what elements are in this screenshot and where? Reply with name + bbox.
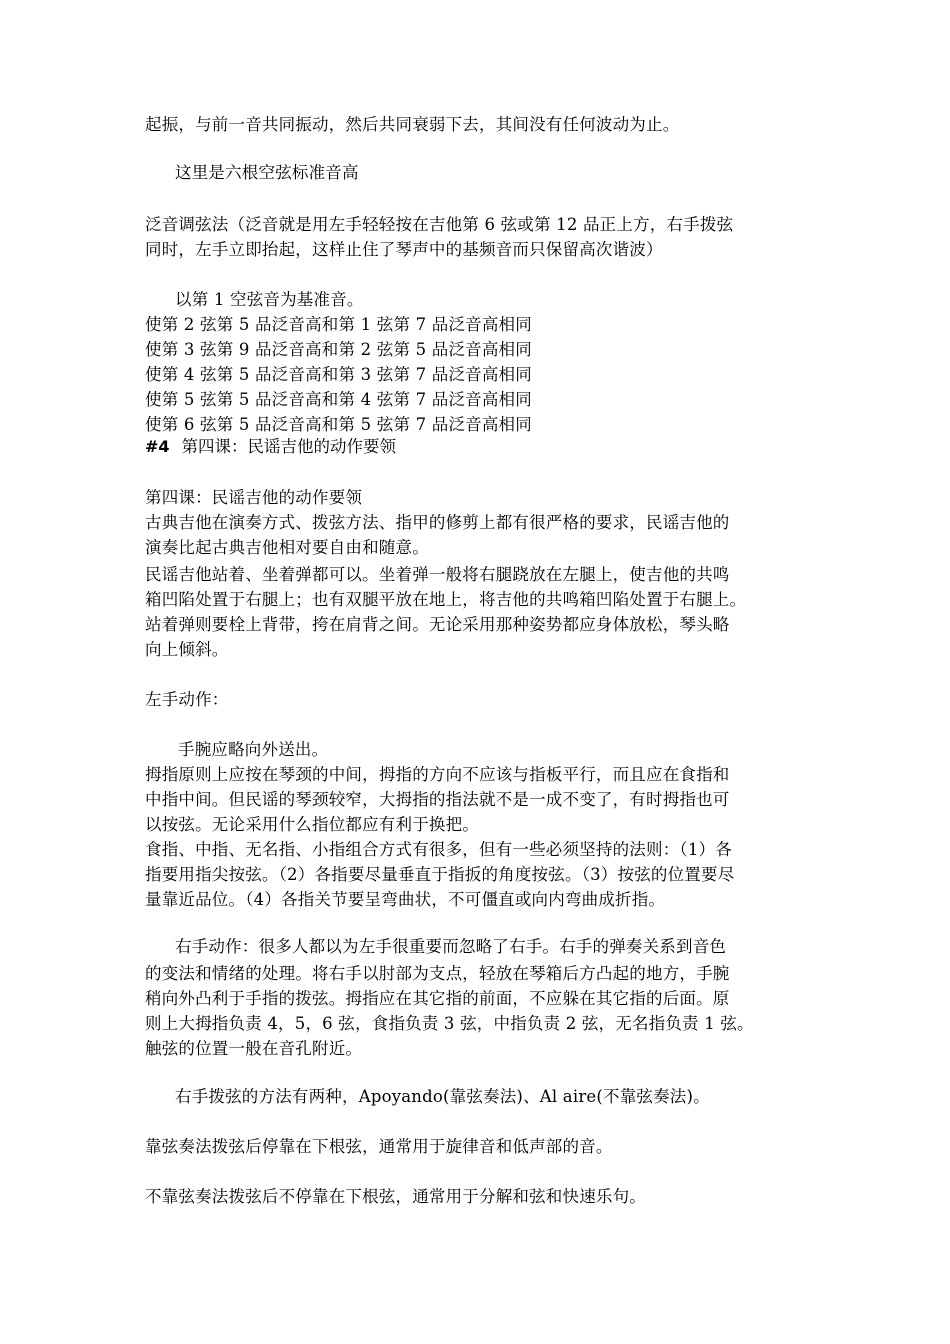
- paragraph-line: 不靠弦奏法拨弦后不停靠在下根弦，通常用于分解和弦和快速乐句。: [145, 1187, 646, 1206]
- paragraph-line: 稍向外凸利于手指的拨弦。拇指应在其它指的前面，不应躲在其它指的后面。原: [145, 989, 730, 1008]
- paragraph-line: 手腕应略向外送出。: [178, 740, 329, 759]
- tuning-step-line: 使第 2 弦第 5 品泛音高和第 1 弦第 7 品泛音高相同: [145, 315, 532, 334]
- paragraph-line: 演奏比起古典吉他相对要自由和随意。: [145, 538, 429, 557]
- paragraph-line: 站着弹则要栓上背带，挎在肩背之间。无论采用那种姿势都应身体放松，琴头略: [145, 615, 730, 634]
- paragraph-line: 箱凹陷处置于右腿上；也有双腿平放在地上，将吉他的共鸣箱凹陷处置于右腿上。: [145, 590, 747, 609]
- paragraph-line: 食指、中指、无名指、小指组合方式有很多，但有一些必须坚持的法则：（1）各: [145, 840, 732, 859]
- paragraph-line: 右手拨弦的方法有两种，Apoyando(靠弦奏法)、Al aire(不靠弦奏法)。: [175, 1087, 710, 1106]
- paragraph-line: 以按弦。无论采用什么指位都应有利于换把。: [145, 815, 479, 834]
- paragraph-line: 泛音调弦法（泛音就是用左手轻轻按在吉他第 6 弦或第 12 品正上方，右手拨弦: [145, 215, 734, 234]
- paragraph-line: 同时，左手立即抬起，这样止住了琴声中的基频音而只保留高次谐波）: [145, 240, 663, 259]
- paragraph-line: 右手动作：很多人都以为左手很重要而忽略了右手。右手的弹奏关系到音色: [175, 937, 727, 956]
- paragraph-line: 则上大拇指负责 4，5，6 弦，食指负责 3 弦，中指负责 2 弦，无名指负责 1 弦。: [145, 1014, 754, 1033]
- paragraph-line: 中指中间。但民谣的琴颈较窄，大拇指的指法就不是一成不变了，有时拇指也可: [145, 790, 730, 809]
- paragraph-line: 民谣吉他站着、坐着弹都可以。坐着弹一般将右腿跷放在左腿上，使吉他的共鸣: [145, 565, 730, 584]
- paragraph-line: 这里是六根空弦标准音高: [175, 163, 359, 182]
- section-heading: [145, 436, 396, 458]
- paragraph-line: 以第 1 空弦音为基准音。: [175, 290, 364, 309]
- paragraph-line: 向上倾斜。: [145, 640, 229, 659]
- paragraph-line: 左手动作：: [145, 690, 229, 709]
- tuning-step-line: 使第 5 弦第 5 品泛音高和第 4 弦第 7 品泛音高相同: [145, 390, 532, 409]
- paragraph-line: 触弦的位置一般在音孔附近。: [145, 1039, 363, 1058]
- paragraph-line: 指要用指尖按弦。（2）各指要尽量垂直于指扳的角度按弦。（3）按弦的位置要尽: [145, 865, 735, 884]
- section-number: #4: [145, 437, 170, 456]
- paragraph-line: 的变法和情绪的处理。将右手以肘部为支点，轻放在琴箱后方凸起的地方，手腕: [145, 964, 730, 983]
- paragraph-line: 量靠近品位。（4）各指关节要呈弯曲状，不可僵直或向内弯曲成折指。: [145, 890, 666, 909]
- tuning-step-line: 使第 6 弦第 5 品泛音高和第 5 弦第 7 品泛音高相同: [145, 415, 532, 434]
- paragraph-line: 古典吉他在演奏方式、拨弦方法、指甲的修剪上都有很严格的要求，民谣吉他的: [145, 513, 730, 532]
- tuning-step-line: 使第 4 弦第 5 品泛音高和第 3 弦第 7 品泛音高相同: [145, 365, 532, 384]
- paragraph-line: 拇指原则上应按在琴颈的中间，拇指的方向不应该与指板平行，而且应在食指和: [145, 765, 730, 784]
- paragraph-line: 第四课：民谣吉他的动作要领: [145, 488, 363, 507]
- section-title: 第四课：民谣吉他的动作要领: [181, 437, 397, 456]
- paragraph-line: 靠弦奏法拨弦后停靠在下根弦，通常用于旋律音和低声部的音。: [145, 1137, 613, 1156]
- tuning-step-line: 使第 3 弦第 9 品泛音高和第 2 弦第 5 品泛音高相同: [145, 340, 532, 359]
- paragraph-line: 起振，与前一音共同振动，然后共同衰弱下去，其间没有任何波动为止。: [145, 115, 680, 134]
